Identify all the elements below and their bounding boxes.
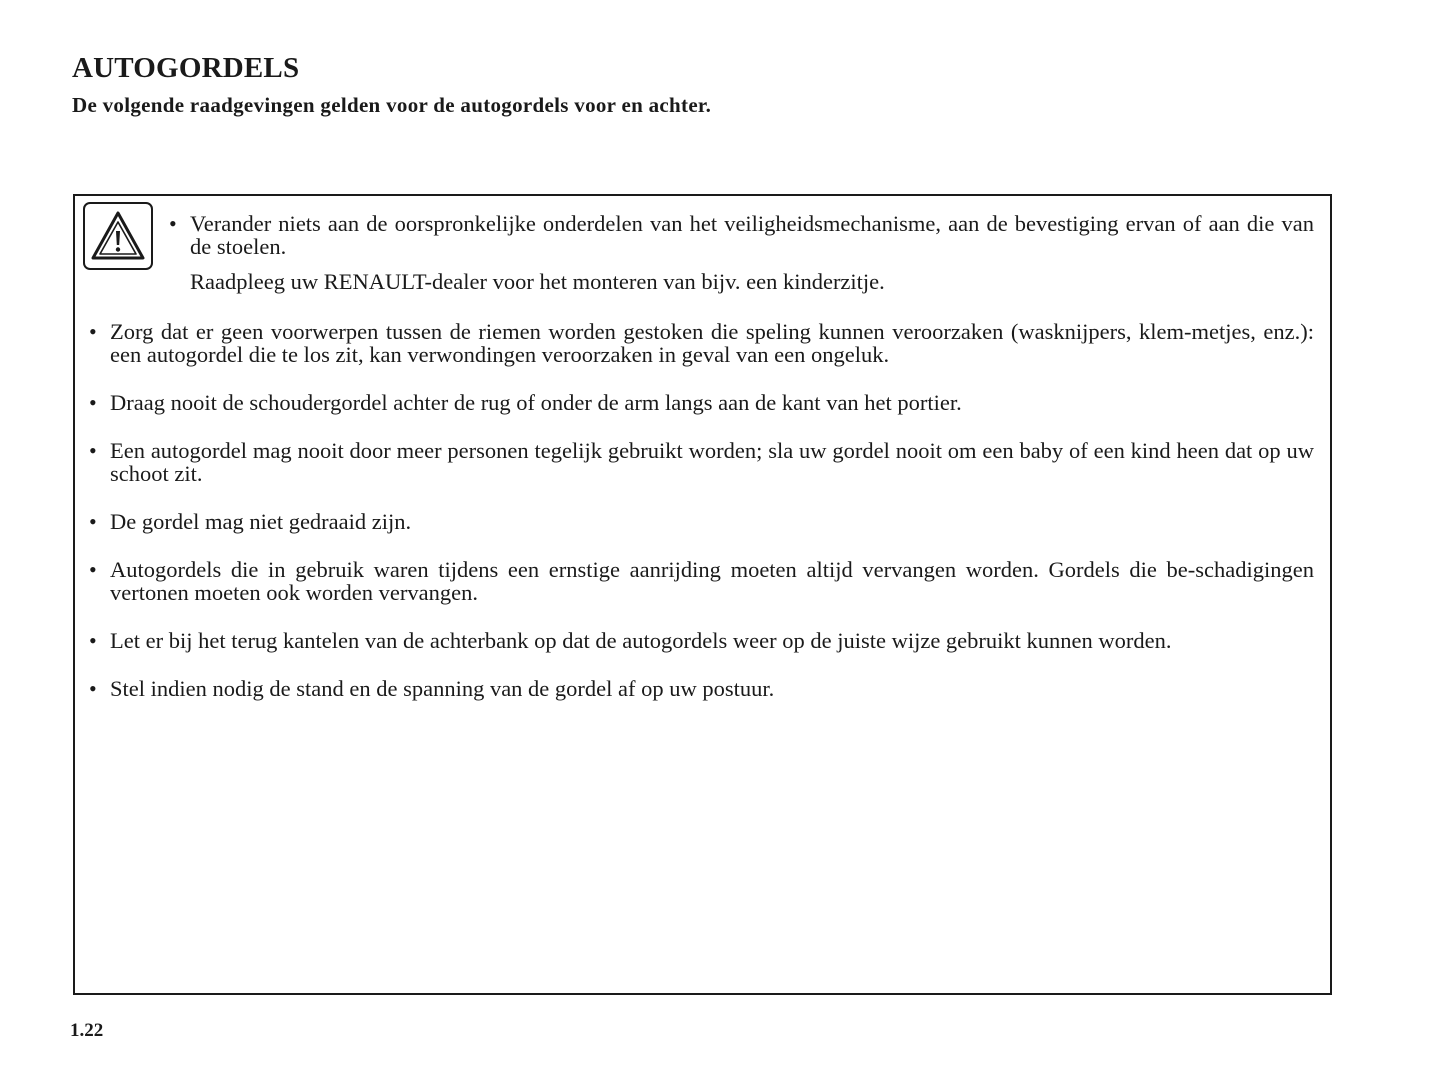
bullet: • (89, 628, 97, 653)
bullet: • (89, 319, 97, 344)
bullet: • (89, 557, 97, 582)
dealer-note: Raadpleeg uw RENAULT-dealer voor het monteren van bijv. een kinderzitje. (190, 269, 885, 294)
bullet: • (89, 676, 97, 701)
list-item (89, 510, 1314, 533)
list-item (89, 558, 1314, 604)
list-item-text: De gordel mag niet gedraaid zijn. (110, 509, 412, 534)
warning-first-item (169, 212, 1314, 293)
page-title: AUTOGORDELS (72, 52, 300, 84)
warning-items-list (89, 320, 1314, 725)
list-item-text: Verander niets aan de oorspronkelijke onderdelen van het veiligheidsmechanisme, aan de bevestiging ervan of aan die van de stoelen. (190, 211, 1314, 259)
list-item (89, 629, 1314, 652)
bullet: • (89, 509, 97, 534)
warning-box (73, 194, 1332, 995)
list-item (169, 212, 1314, 258)
bullet: • (169, 211, 177, 236)
page-subtitle: De volgende raadgevingen gelden voor de autogordels voor en achter. (72, 93, 712, 117)
bullet: • (89, 438, 97, 463)
warning-triangle-icon (83, 202, 153, 270)
list-item-text: Een autogordel mag nooit door meer personen tegelijk gebruikt worden; sla uw gordel nooit om een baby of een kind heen dat op uw schoot zit. (110, 438, 1314, 486)
list-item-text: Zorg dat er geen voorwerpen tussen de riemen worden gestoken die speling kunnen veroorzaken (wasknijpers, klem-metjes, enz.): een autogordel die te los zit, kan verwondingen veroorzaken in geval van een ongeluk. (110, 319, 1314, 367)
list-item-text: Stel indien nodig de stand en de spanning van de gordel af op uw postuur. (110, 676, 775, 701)
list-item (89, 320, 1314, 366)
list-item-text: Autogordels die in gebruik waren tijdens een ernstige aanrijding moeten altijd vervangen worden. Gordels die be-schadigingen vertonen moeten ook worden vervangen. (110, 557, 1314, 605)
list-item (89, 391, 1314, 414)
list-item (89, 677, 1314, 700)
bullet: • (89, 390, 97, 415)
list-item-text: Let er bij het terug kantelen van de achterbank op dat de autogordels weer op de juiste wijze gebruikt kunnen worden. (110, 628, 1172, 653)
list-item (89, 439, 1314, 485)
page-number: 1.22 (70, 1020, 104, 1041)
list-item-text: Draag nooit de schoudergordel achter de rug of onder de arm langs aan de kant van het portier. (110, 390, 962, 415)
